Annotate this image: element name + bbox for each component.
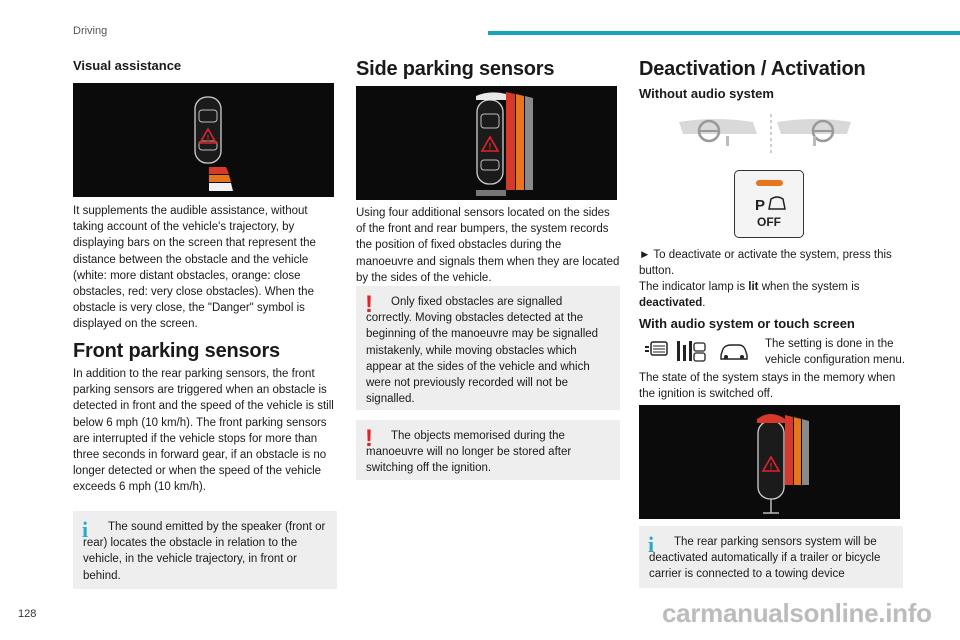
front-parking-sensors-text: In addition to the rear parking sensors, the front parking sensors are triggered when an obstacle is detected in front and the speed of the vehicle is still below 6 mph (10 km/h). The front parking sensors are interrupted if the vehicle stops for more than three seconds in forward gear, if an obstacle is no longer detected or when the speed of the vehicle exceeds 6 mph (10 km/h). [73,368,334,494]
info-icon: i [82,517,89,542]
indicator-lamp [756,180,783,186]
visual-assistance-heading: Visual assistance [73,58,182,73]
rear-sensors-screen-image [639,405,900,519]
menu-path-icons [643,339,761,363]
trailer-info-text: The rear parking sensors system will be deactivated automatically if a trailer or bicycle carrier is connected to a towing device [649,536,881,581]
lamp-text-part: The indicator lamp is [639,281,749,293]
dashboard-steering-icon [675,112,855,158]
car-rear-sensors-icon [639,405,900,519]
off-label: OFF [757,215,781,229]
page-number: 128 [18,608,37,620]
park-assist-off-icon [751,193,791,217]
front-sound-info-text: The sound emitted by the speaker (front or rear) locates the obstacle in relation to the vehicle, in the vehicle trajectory, in front or behind. [83,521,326,582]
car-side-sensors-icon [356,86,617,200]
visual-assistance-text: It supplements the audible assistance, without taking account of the vehicle's trajectory, by displaying bars on the screen that represent the distance between the obstacle and the vehicle (white: more distant obstacles, orange: close obstacles, red: very close obstacles). When the obstacle is very close, the "Danger" symbol is displayed on the screen. [73,205,316,331]
lamp-text-lit: lit [748,281,759,293]
settings-menu-icons [643,339,761,363]
lamp-text-part: when the system is [758,281,860,293]
side-parking-sensors-heading: Side parking sensors [356,58,555,80]
deactivation-activation-heading: Deactivation / Activation [639,58,866,80]
info-icon: i [648,532,655,557]
without-audio-heading: Without audio system [639,86,774,101]
car-top-view-danger-icon [73,83,334,197]
with-audio-heading: With audio system or touch screen [639,316,855,331]
fixed-obstacles-warning-text: Only fixed obstacles are signalled correctly. Moving obstacles detected at the beginning of the manoeuvre may be signalled mistakenly, while moving obstacles which appear at the sides of the vehicle and which were not previously recorded will not be signalled. [366,296,599,406]
warning-icon: ! [365,291,373,318]
setting-text: The setting is done in the vehicle configuration menu. [765,338,905,367]
front-parking-sensors-heading: Front parking sensors [73,340,280,362]
visual-assistance-image [73,83,334,197]
warning-icon: ! [365,425,373,452]
indicator-lamp-text [639,279,903,311]
svg-text:!: ! [206,133,210,144]
side-parking-sensors-image [356,86,617,200]
svg-text:P: P [755,197,766,214]
press-button-text: ► To deactivate or activate the system, press this button. [639,249,892,278]
lamp-text-deactivated: deactivated [639,297,703,310]
svg-text:!: ! [488,141,492,152]
header-accent-bar [488,31,960,35]
lamp-text-part: . [702,297,706,310]
memorised-objects-warning-text: The objects memorised during the manoeuvre will no longer be stored after switching off the ignition. [366,430,572,475]
fixed-obstacles-warning [356,286,620,410]
park-assist-off-button[interactable] [734,170,804,238]
watermark: carmanualsonline.info [662,598,932,628]
trailer-info-note [639,526,903,588]
side-parking-sensors-text: Using four additional sensors located on the sides of the front and rear bumpers, the system records the position of fixed obstacles during the manoeuvre and signals them when they are located by the sides of the vehicle. [356,207,620,284]
memory-state-text: The state of the system stays in the memory when the ignition is switched off. [639,372,896,401]
svg-text:!: ! [769,461,773,472]
memorised-objects-warning [356,420,620,480]
front-sound-info-note [73,511,337,589]
section-label: Driving [73,25,108,37]
